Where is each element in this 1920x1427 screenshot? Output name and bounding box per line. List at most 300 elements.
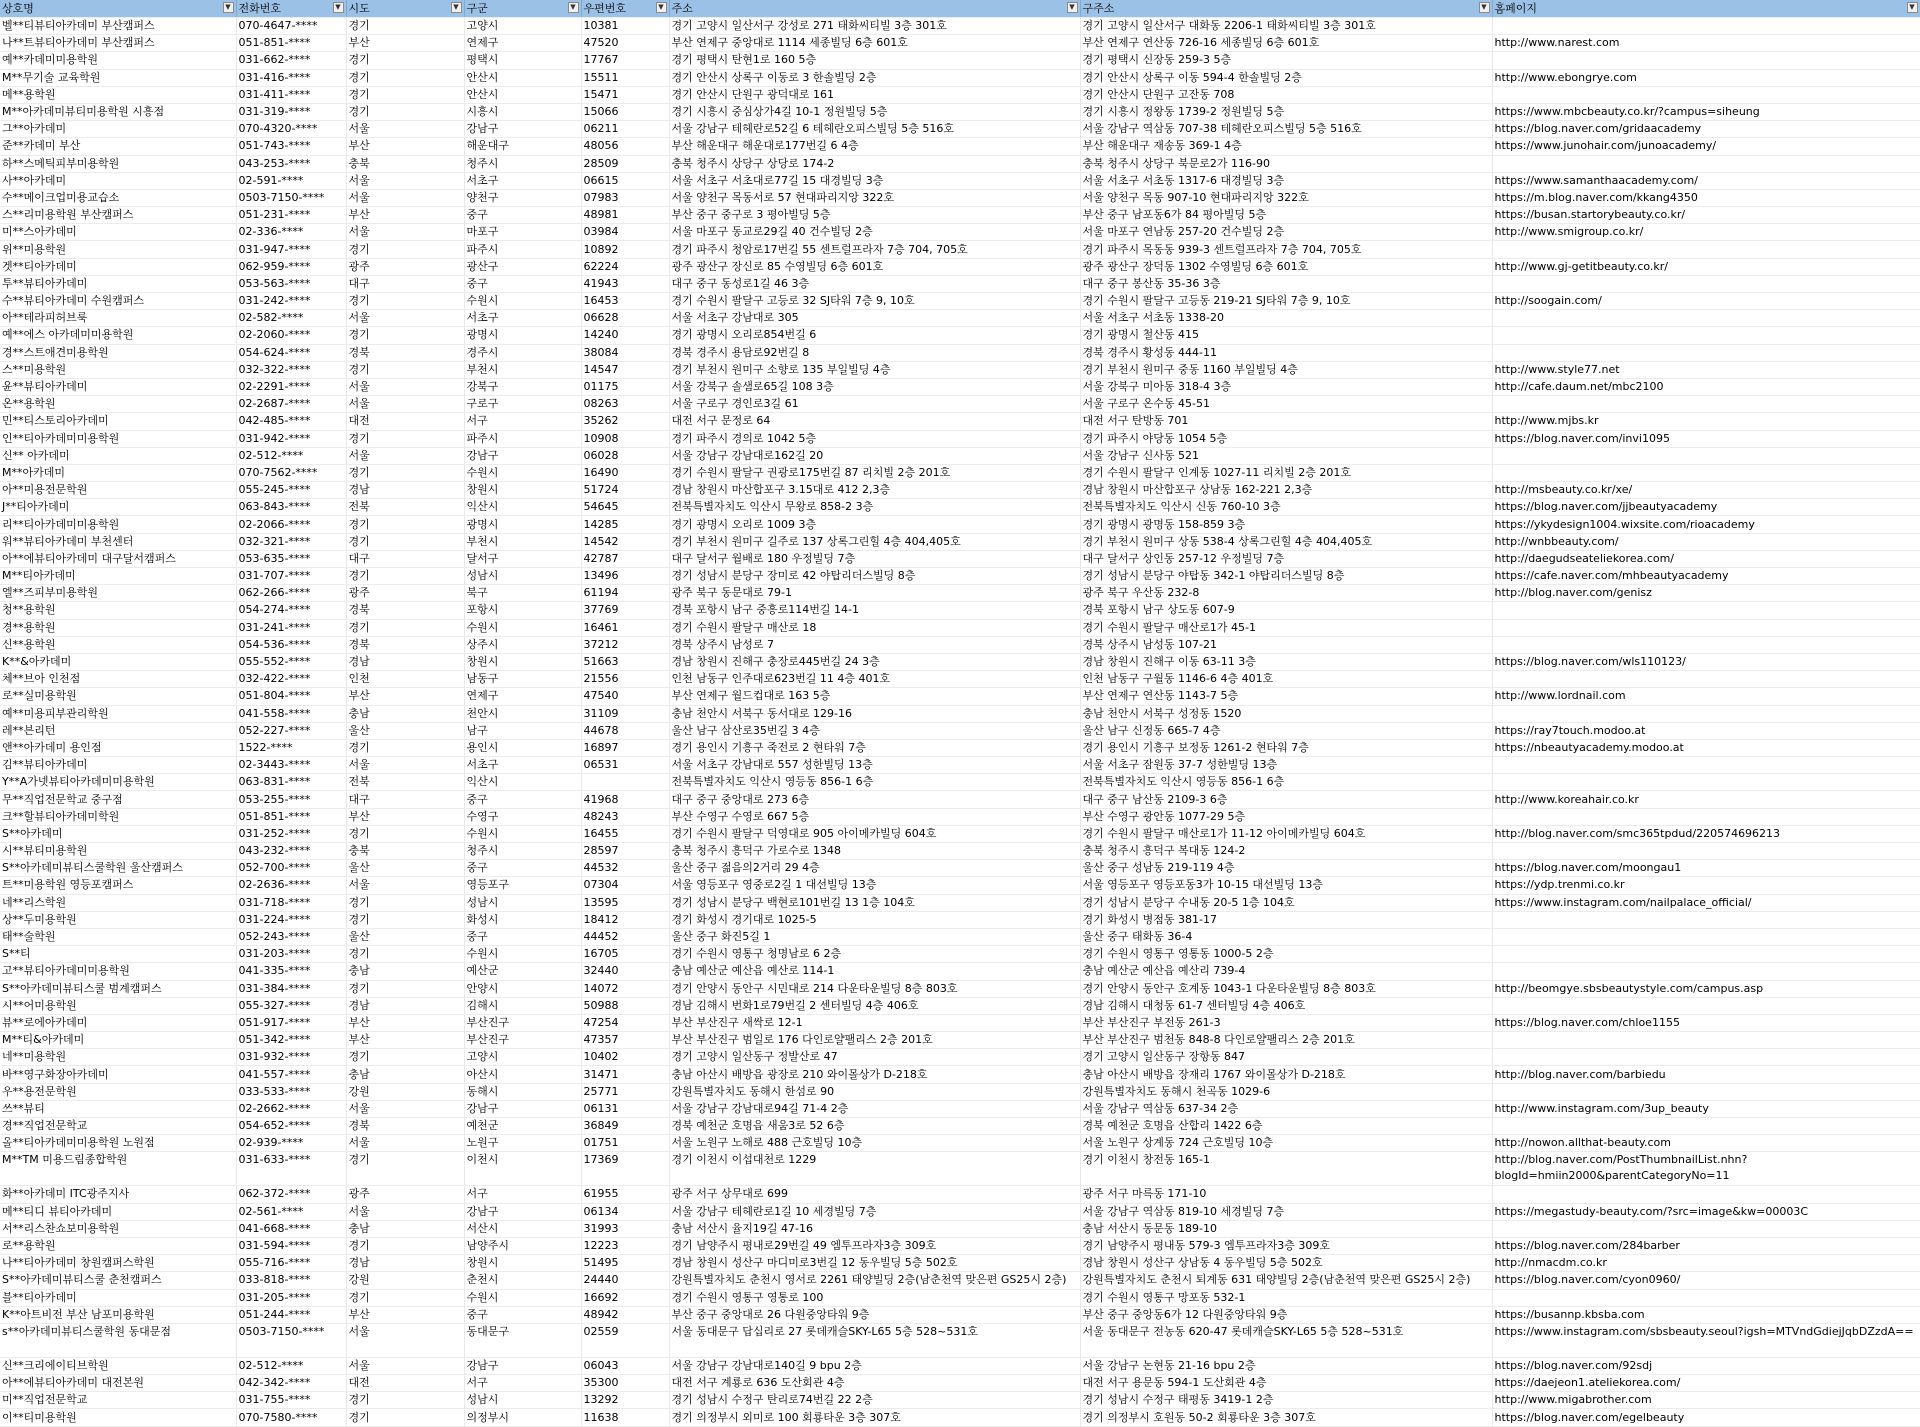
- cell-address[interactable]: 경기 수원시 영통구 영통로 100: [669, 1289, 1080, 1306]
- cell-homepage[interactable]: [1492, 464, 1920, 481]
- cell-company-name[interactable]: K**아트비전 부산 남포미용학원: [0, 1306, 236, 1323]
- column-header-address[interactable]: [669, 0, 1080, 18]
- cell-old-address[interactable]: 경기 고양시 일산동구 장항동 847: [1080, 1049, 1492, 1066]
- cell-district[interactable]: 양천구: [464, 189, 581, 206]
- cell-postal-code[interactable]: 16897: [581, 739, 669, 756]
- cell-address[interactable]: 경기 수원시 팔달구 권광로175번길 87 리치빌 2층 201호: [669, 464, 1080, 481]
- cell-homepage[interactable]: [1492, 602, 1920, 619]
- cell-postal-code[interactable]: 47254: [581, 1014, 669, 1031]
- cell-postal-code[interactable]: 08263: [581, 396, 669, 413]
- cell-old-address[interactable]: 경기 수원시 영통구 영통동 1000-5 2층: [1080, 946, 1492, 963]
- cell-district[interactable]: 성남시: [464, 568, 581, 585]
- cell-postal-code[interactable]: 21556: [581, 671, 669, 688]
- cell-district[interactable]: 안양시: [464, 980, 581, 997]
- cell-province[interactable]: 경기: [346, 241, 464, 258]
- cell-province[interactable]: 경기: [346, 18, 464, 35]
- cell-address[interactable]: 서울 양천구 목동서로 57 현대파리지앙 322호: [669, 189, 1080, 206]
- cell-phone[interactable]: 031-319-****: [236, 103, 346, 120]
- cell-homepage[interactable]: https://daejeon1.ateliekorea.com/: [1492, 1375, 1920, 1392]
- cell-province[interactable]: 경기: [346, 1237, 464, 1254]
- cell-postal-code[interactable]: 14542: [581, 533, 669, 550]
- cell-province[interactable]: 경기: [346, 1049, 464, 1066]
- cell-district[interactable]: 서초구: [464, 172, 581, 189]
- cell-province[interactable]: 경기: [346, 86, 464, 103]
- cell-homepage[interactable]: [1492, 843, 1920, 860]
- cell-address[interactable]: 경기 광명시 오리로854번길 6: [669, 327, 1080, 344]
- cell-province[interactable]: 충북: [346, 155, 464, 172]
- cell-province[interactable]: 전북: [346, 774, 464, 791]
- cell-company-name[interactable]: S**아카데미뷰티스쿨학원 울산캠퍼스: [0, 860, 236, 877]
- cell-address[interactable]: 서울 강남구 테헤란로1길 10 세경빌딩 7층: [669, 1203, 1080, 1220]
- cell-address[interactable]: 경기 고양시 일산동구 정발산로 47: [669, 1049, 1080, 1066]
- cell-district[interactable]: 시흥시: [464, 103, 581, 120]
- cell-postal-code[interactable]: 18412: [581, 911, 669, 928]
- cell-province[interactable]: 경남: [346, 653, 464, 670]
- cell-homepage[interactable]: https://blog.naver.com/chloe1155: [1492, 1014, 1920, 1031]
- cell-homepage[interactable]: http://www.style77.net: [1492, 361, 1920, 378]
- cell-old-address[interactable]: 서울 서초구 잠원동 37-7 성한빌딩 13층: [1080, 757, 1492, 774]
- cell-province[interactable]: 경기: [346, 946, 464, 963]
- cell-province[interactable]: 울산: [346, 722, 464, 739]
- filter-dropdown-icon[interactable]: ▼: [223, 2, 234, 13]
- cell-phone[interactable]: 052-243-****: [236, 928, 346, 945]
- cell-phone[interactable]: 042-485-****: [236, 413, 346, 430]
- cell-company-name[interactable]: 워**뷰티아카데미 부천센터: [0, 533, 236, 550]
- cell-address[interactable]: 대구 중구 중앙대로 273 6층: [669, 791, 1080, 808]
- cell-old-address[interactable]: 경기 광명시 철산동 415: [1080, 327, 1492, 344]
- cell-homepage[interactable]: http://daegudseateliekorea.com/: [1492, 550, 1920, 567]
- cell-address[interactable]: 서울 동대문구 답십리로 27 롯데캐슬SKY-L65 5층 528~531호: [669, 1323, 1080, 1357]
- cell-province[interactable]: 부산: [346, 808, 464, 825]
- cell-homepage[interactable]: https://cafe.naver.com/mhbeautyacademy: [1492, 568, 1920, 585]
- cell-province[interactable]: 울산: [346, 860, 464, 877]
- cell-address[interactable]: 충북 청주시 상당구 상당로 174-2: [669, 155, 1080, 172]
- cell-phone[interactable]: 051-244-****: [236, 1306, 346, 1323]
- cell-company-name[interactable]: 아**테라피허브룩: [0, 310, 236, 327]
- cell-old-address[interactable]: 경기 이천시 창전동 165-1: [1080, 1152, 1492, 1186]
- cell-province[interactable]: 경북: [346, 602, 464, 619]
- cell-postal-code[interactable]: 37769: [581, 602, 669, 619]
- cell-phone[interactable]: 051-231-****: [236, 207, 346, 224]
- cell-homepage[interactable]: [1492, 705, 1920, 722]
- cell-company-name[interactable]: 태**술학원: [0, 928, 236, 945]
- cell-postal-code[interactable]: 44532: [581, 860, 669, 877]
- cell-old-address[interactable]: 경남 창원시 성산구 상남동 4 동우빌딩 5층 502호: [1080, 1255, 1492, 1272]
- cell-district[interactable]: 익산시: [464, 499, 581, 516]
- cell-phone[interactable]: 052-700-****: [236, 860, 346, 877]
- cell-old-address[interactable]: 충남 아산시 배방읍 장재리 1767 와이몰상가 D-218호: [1080, 1066, 1492, 1083]
- cell-province[interactable]: 경기: [346, 430, 464, 447]
- cell-old-address[interactable]: 경기 의정부시 호원동 50-2 회룡타운 3층 307호: [1080, 1409, 1492, 1426]
- cell-province[interactable]: 서울: [346, 310, 464, 327]
- cell-province[interactable]: 경기: [346, 1152, 464, 1186]
- cell-postal-code[interactable]: 38084: [581, 344, 669, 361]
- cell-address[interactable]: 대구 달서구 월배로 180 우정빌딩 7층: [669, 550, 1080, 567]
- cell-company-name[interactable]: 신**용학원: [0, 636, 236, 653]
- cell-postal-code[interactable]: 15066: [581, 103, 669, 120]
- cell-district[interactable]: 북구: [464, 585, 581, 602]
- cell-province[interactable]: 경기: [346, 361, 464, 378]
- cell-district[interactable]: 서구: [464, 1375, 581, 1392]
- cell-province[interactable]: 경기: [346, 739, 464, 756]
- cell-company-name[interactable]: 김**뷰티아카데미: [0, 757, 236, 774]
- cell-address[interactable]: 울산 중구 젊음의2거리 29 4층: [669, 860, 1080, 877]
- cell-homepage[interactable]: [1492, 447, 1920, 464]
- cell-company-name[interactable]: 수**뷰티아카데미 수원캠퍼스: [0, 293, 236, 310]
- cell-district[interactable]: 예산군: [464, 963, 581, 980]
- cell-homepage[interactable]: [1492, 808, 1920, 825]
- cell-district[interactable]: 광산구: [464, 258, 581, 275]
- cell-old-address[interactable]: 울산 남구 신정동 665-7 4층: [1080, 722, 1492, 739]
- cell-province[interactable]: 부산: [346, 1306, 464, 1323]
- cell-district[interactable]: 강남구: [464, 1203, 581, 1220]
- cell-homepage[interactable]: http://blog.naver.com/PostThumbnailList.nhn?blogId=hmiin2000&parentCategoryNo=11: [1492, 1152, 1920, 1186]
- cell-address[interactable]: 인천 남동구 인주대로623번길 11 4층 401호: [669, 671, 1080, 688]
- cell-phone[interactable]: 051-851-****: [236, 808, 346, 825]
- cell-old-address[interactable]: 부산 부산진구 범천동 848-8 다인로얄팰리스 2층 201호: [1080, 1032, 1492, 1049]
- cell-province[interactable]: 경기: [346, 533, 464, 550]
- cell-homepage[interactable]: http://www.gj-getitbeauty.co.kr/: [1492, 258, 1920, 275]
- cell-postal-code[interactable]: 10908: [581, 430, 669, 447]
- cell-phone[interactable]: 062-266-****: [236, 585, 346, 602]
- cell-phone[interactable]: 051-804-****: [236, 688, 346, 705]
- cell-old-address[interactable]: 부산 연제구 연산동 1143-7 5층: [1080, 688, 1492, 705]
- cell-postal-code[interactable]: 07983: [581, 189, 669, 206]
- cell-company-name[interactable]: 로**실미용학원: [0, 688, 236, 705]
- cell-homepage[interactable]: http://www.koreahair.co.kr: [1492, 791, 1920, 808]
- cell-homepage[interactable]: http://www.narest.com: [1492, 35, 1920, 52]
- cell-postal-code[interactable]: 41943: [581, 275, 669, 292]
- cell-phone[interactable]: 02-2662-****: [236, 1100, 346, 1117]
- cell-district[interactable]: 김해시: [464, 997, 581, 1014]
- cell-company-name[interactable]: 경**스트애견미용학원: [0, 344, 236, 361]
- cell-address[interactable]: 서울 서초구 강남대로 305: [669, 310, 1080, 327]
- cell-homepage[interactable]: [1492, 1083, 1920, 1100]
- cell-postal-code[interactable]: 16692: [581, 1289, 669, 1306]
- cell-old-address[interactable]: 인천 남동구 구월동 1146-6 4층 401호: [1080, 671, 1492, 688]
- cell-phone[interactable]: 063-843-****: [236, 499, 346, 516]
- cell-phone[interactable]: 031-416-****: [236, 69, 346, 86]
- cell-phone[interactable]: 070-4320-****: [236, 121, 346, 138]
- cell-postal-code[interactable]: 48942: [581, 1306, 669, 1323]
- cell-old-address[interactable]: 부산 중구 중앙동6가 12 다원중앙타워 9층: [1080, 1306, 1492, 1323]
- cell-province[interactable]: 서울: [346, 1203, 464, 1220]
- cell-old-address[interactable]: 경기 수원시 팔달구 인계동 1027-11 리치빌 2층 201호: [1080, 464, 1492, 481]
- cell-address[interactable]: 전북특별자치도 익산시 영등동 856-1 6층: [669, 774, 1080, 791]
- cell-old-address[interactable]: 경기 화성시 병점동 381-17: [1080, 911, 1492, 928]
- cell-province[interactable]: 경기: [346, 327, 464, 344]
- cell-district[interactable]: 광명시: [464, 516, 581, 533]
- cell-phone[interactable]: 070-4647-****: [236, 18, 346, 35]
- cell-homepage[interactable]: [1492, 757, 1920, 774]
- cell-province[interactable]: 경북: [346, 636, 464, 653]
- cell-postal-code[interactable]: 31109: [581, 705, 669, 722]
- cell-province[interactable]: 서울: [346, 121, 464, 138]
- cell-phone[interactable]: 02-512-****: [236, 1357, 346, 1374]
- cell-homepage[interactable]: [1492, 928, 1920, 945]
- cell-company-name[interactable]: 경**직업전문학교: [0, 1118, 236, 1135]
- cell-district[interactable]: 해운대구: [464, 138, 581, 155]
- cell-address[interactable]: 울산 남구 삼산로35번길 3 4층: [669, 722, 1080, 739]
- cell-company-name[interactable]: 윤**뷰티아카데미: [0, 378, 236, 395]
- column-header-old-address[interactable]: [1080, 0, 1492, 18]
- cell-address[interactable]: 경기 용인시 기흥구 죽전로 2 현타워 7층: [669, 739, 1080, 756]
- filter-dropdown-icon[interactable]: ▼: [451, 2, 462, 13]
- cell-phone[interactable]: 031-633-****: [236, 1152, 346, 1186]
- cell-phone[interactable]: 031-203-****: [236, 946, 346, 963]
- cell-old-address[interactable]: 강원특별자치도 춘천시 퇴계동 631 태양빌딩 2층(남춘천역 맞은편 GS25시 2층): [1080, 1272, 1492, 1289]
- cell-homepage[interactable]: http://www.mjbs.kr: [1492, 413, 1920, 430]
- cell-district[interactable]: 서구: [464, 1186, 581, 1203]
- cell-province[interactable]: 대구: [346, 791, 464, 808]
- cell-district[interactable]: 춘천시: [464, 1272, 581, 1289]
- cell-address[interactable]: 서울 노원구 노해로 488 근호빌딩 10층: [669, 1135, 1080, 1152]
- cell-company-name[interactable]: 민**티스토리아카데미: [0, 413, 236, 430]
- cell-province[interactable]: 경기: [346, 1409, 464, 1426]
- cell-province[interactable]: 서울: [346, 396, 464, 413]
- cell-company-name[interactable]: 신** 아카데미: [0, 447, 236, 464]
- cell-postal-code[interactable]: 32440: [581, 963, 669, 980]
- cell-address[interactable]: 대구 중구 동성로1길 46 3층: [669, 275, 1080, 292]
- cell-company-name[interactable]: 바**영구화장아카데미: [0, 1066, 236, 1083]
- cell-postal-code[interactable]: 06134: [581, 1203, 669, 1220]
- cell-province[interactable]: 경기: [346, 894, 464, 911]
- cell-old-address[interactable]: 부산 연제구 연산동 726-16 세종빌딩 6층 601호: [1080, 35, 1492, 52]
- cell-homepage[interactable]: [1492, 1220, 1920, 1237]
- cell-province[interactable]: 서울: [346, 378, 464, 395]
- cell-province[interactable]: 서울: [346, 224, 464, 241]
- cell-old-address[interactable]: 경기 파주시 목동동 939-3 센트럴프라자 7층 704, 705호: [1080, 241, 1492, 258]
- cell-company-name[interactable]: 올**티아카데미미용학원 노원점: [0, 1135, 236, 1152]
- cell-postal-code[interactable]: 13496: [581, 568, 669, 585]
- cell-district[interactable]: 창원시: [464, 482, 581, 499]
- cell-district[interactable]: 동대문구: [464, 1323, 581, 1357]
- cell-postal-code[interactable]: 06628: [581, 310, 669, 327]
- cell-phone[interactable]: 054-652-****: [236, 1118, 346, 1135]
- cell-company-name[interactable]: 사**아카데미: [0, 172, 236, 189]
- cell-province[interactable]: 강원: [346, 1083, 464, 1100]
- cell-postal-code[interactable]: 11638: [581, 1409, 669, 1426]
- cell-old-address[interactable]: 서울 강남구 신사동 521: [1080, 447, 1492, 464]
- cell-company-name[interactable]: 미**스아카데미: [0, 224, 236, 241]
- cell-homepage[interactable]: https://blog.naver.com/cyon0960/: [1492, 1272, 1920, 1289]
- cell-district[interactable]: 이천시: [464, 1152, 581, 1186]
- cell-company-name[interactable]: 화**아카데미 ITC광주지사: [0, 1186, 236, 1203]
- cell-province[interactable]: 광주: [346, 585, 464, 602]
- cell-province[interactable]: 경기: [346, 1392, 464, 1409]
- cell-district[interactable]: 수원시: [464, 946, 581, 963]
- cell-company-name[interactable]: 신**크리에이티브학원: [0, 1357, 236, 1374]
- cell-address[interactable]: 강원특별자치도 춘천시 영서로 2261 태양빌딩 2층(남춘천역 맞은편 GS25시 2층): [669, 1272, 1080, 1289]
- cell-province[interactable]: 대구: [346, 275, 464, 292]
- cell-old-address[interactable]: 경기 수원시 팔달구 매산로1가 45-1: [1080, 619, 1492, 636]
- cell-address[interactable]: 경기 수원시 팔달구 덕영대로 905 아이메카빌딩 604호: [669, 825, 1080, 842]
- cell-company-name[interactable]: 고**뷰티아카데미미용학원: [0, 963, 236, 980]
- cell-phone[interactable]: 054-624-****: [236, 344, 346, 361]
- cell-phone[interactable]: 055-552-****: [236, 653, 346, 670]
- cell-old-address[interactable]: 경기 안산시 상록구 이동 594-4 한솔빌딩 2층: [1080, 69, 1492, 86]
- cell-old-address[interactable]: 경북 상주시 남성동 107-21: [1080, 636, 1492, 653]
- cell-postal-code[interactable]: 16461: [581, 619, 669, 636]
- cell-homepage[interactable]: [1492, 241, 1920, 258]
- cell-district[interactable]: 고양시: [464, 18, 581, 35]
- cell-old-address[interactable]: 경기 성남시 수정구 태평동 3419-1 2층: [1080, 1392, 1492, 1409]
- cell-old-address[interactable]: 충북 청주시 상당구 북문로2가 116-90: [1080, 155, 1492, 172]
- cell-homepage[interactable]: https://m.blog.naver.com/kkang4350: [1492, 189, 1920, 206]
- cell-district[interactable]: 중구: [464, 928, 581, 945]
- cell-district[interactable]: 수원시: [464, 293, 581, 310]
- cell-postal-code[interactable]: 31993: [581, 1220, 669, 1237]
- cell-homepage[interactable]: [1492, 671, 1920, 688]
- cell-homepage[interactable]: [1492, 619, 1920, 636]
- cell-district[interactable]: 청주시: [464, 155, 581, 172]
- cell-company-name[interactable]: Y**A가넷뷰티아카데미미용학원: [0, 774, 236, 791]
- cell-address[interactable]: 부산 수영구 수영로 667 5층: [669, 808, 1080, 825]
- cell-phone[interactable]: 031-252-****: [236, 825, 346, 842]
- cell-province[interactable]: 서울: [346, 172, 464, 189]
- cell-phone[interactable]: 041-558-****: [236, 705, 346, 722]
- cell-company-name[interactable]: 하**스메틱피부미용학원: [0, 155, 236, 172]
- cell-company-name[interactable]: 위**미용학원: [0, 241, 236, 258]
- cell-address[interactable]: 경북 포항시 남구 중흥로114번길 14-1: [669, 602, 1080, 619]
- cell-company-name[interactable]: S**티: [0, 946, 236, 963]
- cell-homepage[interactable]: http://wnbbeauty.com/: [1492, 533, 1920, 550]
- cell-old-address[interactable]: 충북 청주시 흥덕구 복대동 124-2: [1080, 843, 1492, 860]
- cell-province[interactable]: 경남: [346, 1255, 464, 1272]
- cell-district[interactable]: 부산진구: [464, 1032, 581, 1049]
- cell-postal-code[interactable]: 51724: [581, 482, 669, 499]
- cell-province[interactable]: 경북: [346, 1118, 464, 1135]
- cell-province[interactable]: 대구: [346, 550, 464, 567]
- cell-postal-code[interactable]: 24440: [581, 1272, 669, 1289]
- cell-company-name[interactable]: 그**아카데미: [0, 121, 236, 138]
- cell-province[interactable]: 경북: [346, 344, 464, 361]
- cell-homepage[interactable]: [1492, 997, 1920, 1014]
- cell-address[interactable]: 경기 성남시 분당구 백현로101번길 13 1층 104호: [669, 894, 1080, 911]
- cell-address[interactable]: 경기 수원시 영통구 청명남로 6 2층: [669, 946, 1080, 963]
- cell-company-name[interactable]: S**아카데미뷰티스쿨 범계캠퍼스: [0, 980, 236, 997]
- cell-postal-code[interactable]: 48981: [581, 207, 669, 224]
- cell-old-address[interactable]: 경기 성남시 분당구 야탑동 342-1 야탑리더스빌딩 8층: [1080, 568, 1492, 585]
- cell-phone[interactable]: 031-932-****: [236, 1049, 346, 1066]
- cell-homepage[interactable]: http://www.lordnail.com: [1492, 688, 1920, 705]
- cell-homepage[interactable]: https://busan.startorybeauty.co.kr/: [1492, 207, 1920, 224]
- cell-province[interactable]: 서울: [346, 1135, 464, 1152]
- cell-district[interactable]: 용인시: [464, 739, 581, 756]
- cell-phone[interactable]: 02-2687-****: [236, 396, 346, 413]
- cell-district[interactable]: 청주시: [464, 843, 581, 860]
- cell-old-address[interactable]: 경남 창원시 마산합포구 상남동 162-221 2,3층: [1080, 482, 1492, 499]
- cell-postal-code[interactable]: 06531: [581, 757, 669, 774]
- cell-old-address[interactable]: 경기 수원시 영통구 망포동 532-1: [1080, 1289, 1492, 1306]
- cell-address[interactable]: 충남 천안시 서북구 동서대로 129-16: [669, 705, 1080, 722]
- cell-postal-code[interactable]: 14285: [581, 516, 669, 533]
- cell-old-address[interactable]: 부산 수영구 광안동 1077-29 5층: [1080, 808, 1492, 825]
- cell-old-address[interactable]: 강원특별자치도 동해시 천곡동 1029-6: [1080, 1083, 1492, 1100]
- cell-postal-code[interactable]: 35262: [581, 413, 669, 430]
- cell-address[interactable]: 부산 해운대구 해운대로177번길 6 4층: [669, 138, 1080, 155]
- cell-old-address[interactable]: 서울 구로구 온수동 45-51: [1080, 396, 1492, 413]
- cell-old-address[interactable]: 경기 파주시 야당동 1054 5층: [1080, 430, 1492, 447]
- cell-old-address[interactable]: 광주 북구 우산동 232-8: [1080, 585, 1492, 602]
- cell-company-name[interactable]: J**티아카데미: [0, 499, 236, 516]
- cell-address[interactable]: 경기 이천시 이섭대천로 1229: [669, 1152, 1080, 1186]
- cell-phone[interactable]: 053-563-****: [236, 275, 346, 292]
- cell-company-name[interactable]: 쓰**뷰티: [0, 1100, 236, 1117]
- cell-company-name[interactable]: 뷰**로에아카데미: [0, 1014, 236, 1031]
- cell-phone[interactable]: 043-253-****: [236, 155, 346, 172]
- cell-province[interactable]: 서울: [346, 1100, 464, 1117]
- cell-address[interactable]: 대전 서구 문정로 64: [669, 413, 1080, 430]
- cell-district[interactable]: 의정부시: [464, 1409, 581, 1426]
- cell-homepage[interactable]: https://ray7touch.modoo.at: [1492, 722, 1920, 739]
- cell-phone[interactable]: 031-224-****: [236, 911, 346, 928]
- cell-district[interactable]: 중구: [464, 207, 581, 224]
- cell-postal-code[interactable]: 37212: [581, 636, 669, 653]
- cell-company-name[interactable]: M**무기술 교육학원: [0, 69, 236, 86]
- cell-old-address[interactable]: 광주 서구 마륵동 171-10: [1080, 1186, 1492, 1203]
- cell-homepage[interactable]: https://ydp.trenmi.co.kr: [1492, 877, 1920, 894]
- cell-old-address[interactable]: 경기 광명시 광명동 158-859 3층: [1080, 516, 1492, 533]
- cell-phone[interactable]: 032-321-****: [236, 533, 346, 550]
- cell-district[interactable]: 창원시: [464, 653, 581, 670]
- cell-homepage[interactable]: http://www.ebongrye.com: [1492, 69, 1920, 86]
- cell-postal-code[interactable]: 28597: [581, 843, 669, 860]
- cell-address[interactable]: 경기 성남시 수정구 탄리로74번길 22 2층: [669, 1392, 1080, 1409]
- cell-province[interactable]: 경기: [346, 980, 464, 997]
- cell-postal-code[interactable]: 61955: [581, 1186, 669, 1203]
- cell-district[interactable]: 마포구: [464, 224, 581, 241]
- cell-postal-code[interactable]: 50988: [581, 997, 669, 1014]
- cell-address[interactable]: 강원특별자치도 동해시 한섬로 90: [669, 1083, 1080, 1100]
- cell-phone[interactable]: 051-342-****: [236, 1032, 346, 1049]
- cell-address[interactable]: 경기 파주시 청암로17번길 55 센트럴프라자 7층 704, 705호: [669, 241, 1080, 258]
- cell-old-address[interactable]: 서울 마포구 연남동 257-20 건수빌딩 2층: [1080, 224, 1492, 241]
- cell-homepage[interactable]: https://blog.naver.com/92sdj: [1492, 1357, 1920, 1374]
- cell-postal-code[interactable]: 16705: [581, 946, 669, 963]
- cell-old-address[interactable]: 대구 달서구 상인동 257-12 우정빌딩 7층: [1080, 550, 1492, 567]
- cell-homepage[interactable]: https://ykydesign1004.wixsite.com/rioacademy: [1492, 516, 1920, 533]
- cell-address[interactable]: 부산 중구 중앙대로 26 다원중앙타워 9층: [669, 1306, 1080, 1323]
- cell-district[interactable]: 성남시: [464, 1392, 581, 1409]
- cell-district[interactable]: 중구: [464, 1306, 581, 1323]
- cell-homepage[interactable]: https://blog.naver.com/gridaacademy: [1492, 121, 1920, 138]
- cell-company-name[interactable]: M**티아카데미: [0, 568, 236, 585]
- cell-homepage[interactable]: http://beomgye.sbsbeautystyle.com/campus.asp: [1492, 980, 1920, 997]
- cell-homepage[interactable]: http://soogain.com/: [1492, 293, 1920, 310]
- cell-homepage[interactable]: https://blog.naver.com/moongau1: [1492, 860, 1920, 877]
- cell-phone[interactable]: 055-716-****: [236, 1255, 346, 1272]
- cell-address[interactable]: 경기 남양주시 평내로29번길 49 엠투프라자3층 309호: [669, 1237, 1080, 1254]
- column-header-company-name[interactable]: [0, 0, 236, 18]
- cell-company-name[interactable]: 경**용학원: [0, 619, 236, 636]
- cell-phone[interactable]: 031-662-****: [236, 52, 346, 69]
- cell-old-address[interactable]: 경북 포항시 남구 상도동 607-9: [1080, 602, 1492, 619]
- cell-province[interactable]: 서울: [346, 757, 464, 774]
- cell-old-address[interactable]: 서울 강남구 역삼동 707-38 테헤란오피스빌딩 5층 516호: [1080, 121, 1492, 138]
- cell-old-address[interactable]: 부산 중구 남포동6가 84 평아빌딩 5층: [1080, 207, 1492, 224]
- cell-address[interactable]: 서울 마포구 동교로29길 40 건수빌딩 2층: [669, 224, 1080, 241]
- cell-phone[interactable]: 033-533-****: [236, 1083, 346, 1100]
- cell-district[interactable]: 남양주시: [464, 1237, 581, 1254]
- cell-phone[interactable]: 051-743-****: [236, 138, 346, 155]
- cell-homepage[interactable]: http://cafe.daum.net/mbc2100: [1492, 378, 1920, 395]
- cell-postal-code[interactable]: 10381: [581, 18, 669, 35]
- cell-phone[interactable]: 043-232-****: [236, 843, 346, 860]
- cell-phone[interactable]: 062-372-****: [236, 1186, 346, 1203]
- cell-postal-code[interactable]: 06043: [581, 1357, 669, 1374]
- cell-homepage[interactable]: [1492, 327, 1920, 344]
